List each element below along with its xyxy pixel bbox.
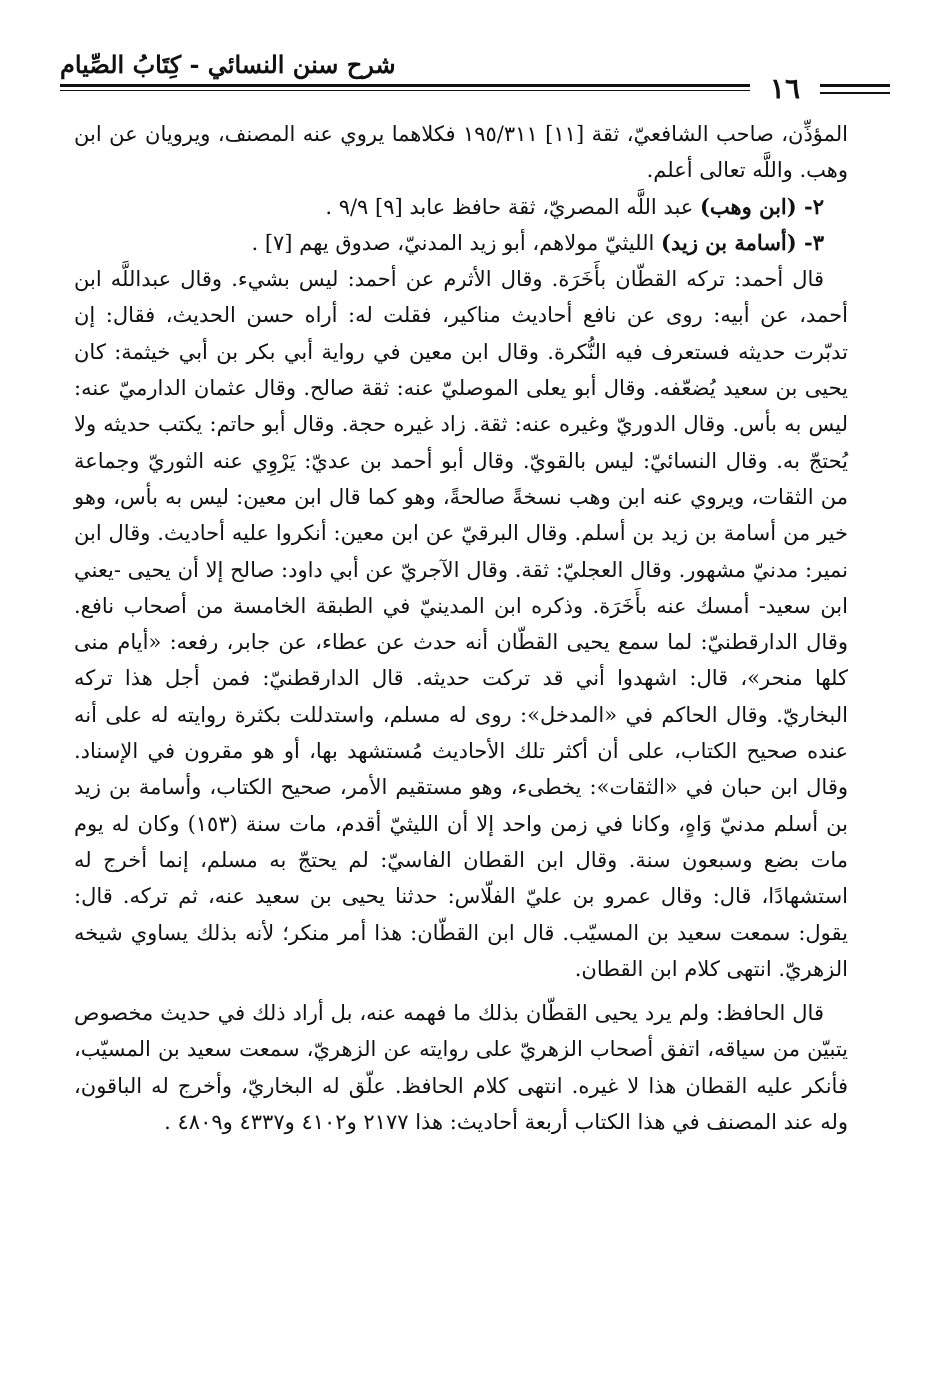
running-title: شرح سنن النسائي - كِتَابُ الصِّيام (60, 50, 396, 79)
narrator-text: الليثيّ مولاهم، أبو زيد المدنيّ، صدوق يهم [٧] . (251, 230, 662, 255)
paragraph-continuation: المؤذِّن، صاحب الشافعيّ، ثقة [١١] ١٩٥/٣١١ فكلاهما يروي عنه المصنف، ويرويان عن ابن وهب. واللَّه تعالى أعلم. (74, 122, 849, 183)
page-number: ١٦ (769, 72, 800, 105)
narrator-text: عبد اللَّه المصريّ، ثقة حافظ عابد [٩] ٩/٩ . (325, 194, 700, 219)
page-number-rule-top (820, 84, 890, 87)
paragraph-biography: قال أحمد: تركه القطّان بأَخَرَة. وقال الأثرم عن أحمد: ليس بشيء. وقال عبداللَّه ابن أحمد، عن أبيه: روى عن نافع أحاديث مناكير، فقلت له: أراه حسن الحديث، فقال: إن تدبّرت حديثه فستعرف فيه النُّكرة. وقال ابن معين في رواية أبي بكر بن أبي خيثمة: كان يحيى بن سعيد يُضعّفه. وقال أبو يعلى الموصليّ عنه: ثقة صالح. وقال عثمان الدارميّ عنه: ليس به بأس. وقال الدوريّ وغيره عنه: ثقة. زاد غيره حجة. وقال أبو حاتم: يكتب حديثه ولا يُحتجّ به. وقال النسائيّ: ليس بالقويّ. وقال أبو أحمد بن عديّ: يَرْوِي عنه الثوريّ وجماعة من الثقات، ويروي عنه ابن وهب نسخةً صالحةً، وهو كما قال ابن معين: ليس به بأس، وهو خير من أسامة بن زيد بن أسلم. وقال البرقيّ عن ابن معين: أنكروا عليه أحاديث. وقال ابن نمير: مدنيّ مشهور. وقال العجليّ: ثقة. وقال الآجريّ عن أبي داود: صالح إلا أن يحيى -يعني ابن سعيد- أمسك عنه بأَخَرَة. وذكره ابن المدينيّ في الطبقة الخامسة من أصحاب نافع. وقال الدارقطنيّ: لما سمع يحيى القطّان أنه حدث عن عطاء، عن جابر، رفعه: «أيام منى كلها منحر»، قال: اشهدوا أني قد تركت حديثه. قال الدارقطنيّ: فمن أجل هذا تركه البخاريّ. وقال الحاكم في «المدخل»: روى له مسلم، واستدللت بكثرة روايته له على أنه عنده صحيح الكتاب، على أن أكثر تلك الأحاديث مُستشهد بها، أو هو مقرون في الإسناد. وقال ابن حبان في «الثقات»: يخطىء، وهو مستقيم الأمر، صحيح الكتاب، وأسامة بن زيد بن أسلم مدنيّ وَاهٍ، وكانا في زمن واحد إلا أن الليثيّ أقدم، مات سنة (١٥٣) وكان له يوم مات بضع وسبعون سنة. وقال ابن القطان الفاسيّ: لم يحتجّ به مسلم، إنما أخرج له استشهادًا، قال: وقال عمرو بن عليّ الفلّاس: حدثنا يحيى بن سعيد عنه، ثم تركه. قال: يقول: سمعت سعيد بن المسيّب. قال ابن القطّان: هذا أمر منكر؛ لأنه بذلك يساوي شيخه الزهريّ. انتهى كلام ابن القطان. (74, 267, 849, 981)
header-rule-thick (60, 84, 750, 87)
narrator-label: ٢- (ابن وهب) (700, 193, 824, 219)
page-number-rule-bottom (820, 92, 890, 94)
main-text (74, 116, 848, 1140)
narrator-entry-ibn-wahb (74, 189, 848, 225)
narrator-entry-usama (74, 225, 848, 261)
page-header (60, 48, 890, 105)
paragraph-hafiz-comment: قال الحافظ: ولم يرد يحيى القطّان بذلك ما فهمه عنه، بل أراد ذلك في حديث مخصوص يتبيّن من سياقه، اتفق أصحاب الزهريّ على روايته عن الزهريّ، سمعت سعيد بن المسيّب، فأنكر عليه القطان هذا لا غيره. انتهى كلام الحافظ. علّق له البخاريّ، وأخرج له الباقون، وله عند المصنف في هذا الكتاب أربعة أحاديث: هذا ٢١٧٧ و٤١٠٢ و٤٣٣٧ و٤٨٠٩ . (74, 1001, 848, 1135)
header-rule-thin (60, 90, 750, 91)
narrator-label: ٣- (أسامة بن زيد) (661, 229, 824, 255)
